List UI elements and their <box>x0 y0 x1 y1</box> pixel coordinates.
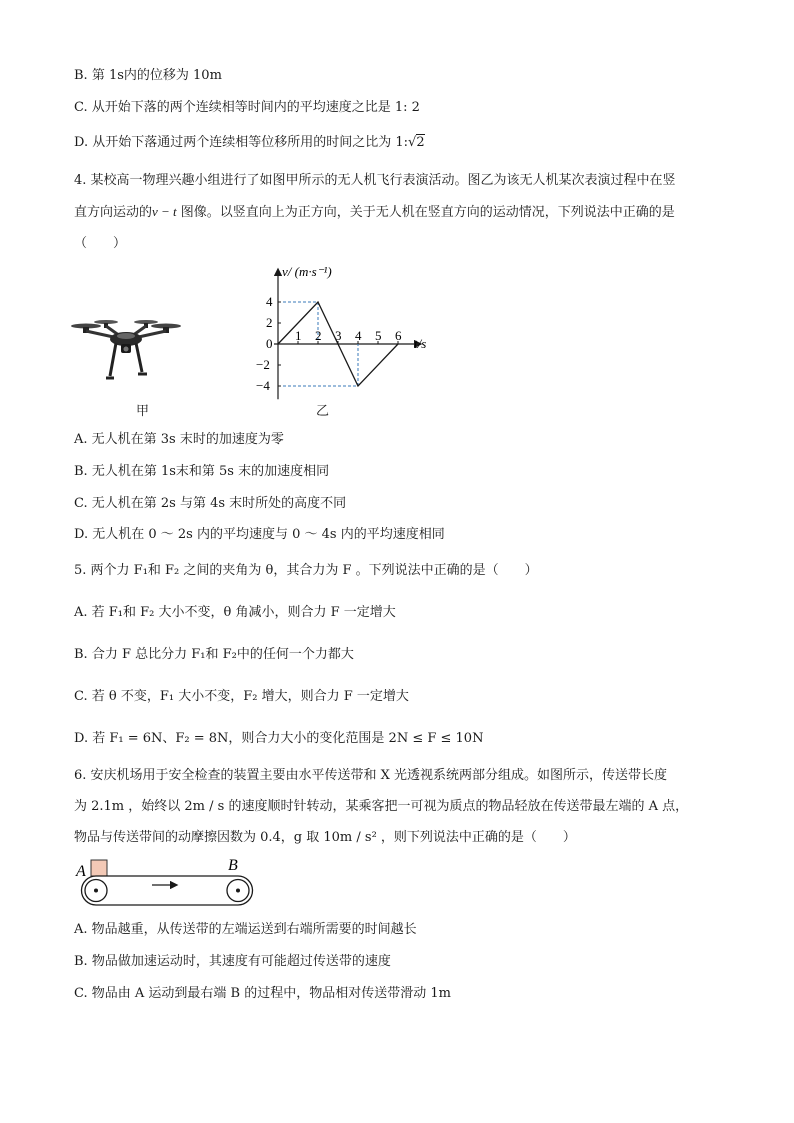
q6-stem-line2: 为 2.1m ，始终以 2m / s 的速度顺时针转动，某乘客把一可视为质点的物品轻放在传送带最左端的 A 点， <box>74 799 689 814</box>
conveyor-belt-figure <box>72 854 262 910</box>
q6-stem-line3: 物品与传送带间的动摩擦因数为 0.4，g 取 10m / s² ，则下列说法中正确的是（ ） <box>74 830 576 845</box>
q5-option-a: A. 若 F₁和 F₂ 大小不变，θ 角减小，则合力 F 一定增大 <box>74 605 396 620</box>
sqrt-symbol: √ <box>408 135 417 150</box>
q3-option-d-text: D. 从开始下落通过两个连续相等位移所用的时间之比为 1: <box>74 135 409 150</box>
y-axis-label: v/ (m·s⁻¹) <box>282 264 332 279</box>
y-tick-label: −2 <box>256 357 270 372</box>
vt-graph <box>250 262 450 402</box>
y-tick-label: −4 <box>256 378 270 393</box>
q4-stem-line2-a: 直方向运动的 <box>74 205 153 220</box>
q5-option-d: D. 若 F₁ = 6N、F₂ = 8N，则合力大小的变化范围是 2N ≤ F ≤ 10N <box>74 731 484 746</box>
q4-option-b: B. 无人机在第 1s末和第 5s 末的加速度相同 <box>74 464 330 479</box>
x-axis-label: t/s <box>414 336 427 351</box>
q5-stem: 5. 两个力 F₁和 F₂ 之间的夹角为 θ，其合力为 F 。下列说法中正确的是（ ） <box>74 563 538 578</box>
point-a-label: A <box>76 863 86 880</box>
y-tick-label: 0 <box>266 336 273 351</box>
q3-option-c: C. 从开始下落的两个连续相等时间内的平均速度之比是 1: 2 <box>74 100 420 115</box>
q4-option-d: D. 无人机在 0 ～ 2s 内的平均速度与 0 ～ 4s 内的平均速度相同 <box>74 527 445 542</box>
package-box <box>91 860 107 876</box>
drone-figure <box>68 316 184 386</box>
q6-stem-line1: 6. 安庆机场用于安全检查的装置主要由水平传送带和 X 光透视系统两部分组成。如图所示，传送带长度 <box>74 768 668 783</box>
x-tick-label-3: 3 <box>335 328 342 343</box>
figure-label-jia: 甲 <box>136 404 150 419</box>
x-tick-label-6: 6 <box>395 328 402 343</box>
y-tick-label: 2 <box>266 315 273 330</box>
x-tick-label-4: 4 <box>355 328 362 343</box>
sqrt-radicand: 2 <box>416 135 425 150</box>
q6-option-a: A. 物品越重，从传送带的左端运送到右端所需要的时间越长 <box>74 922 417 937</box>
q4-stem-line2-b: 图像。以竖直向上为正方向，关于无人机在竖直方向的运动情况，下列说法中正确的是 <box>176 205 675 220</box>
figure-label-yi: 乙 <box>316 404 330 419</box>
y-tick-label: 4 <box>266 294 273 309</box>
q6-option-c: C. 物品由 A 运动到最右端 B 的过程中，物品相对传送带滑动 1m <box>74 986 451 1001</box>
q4-vt-symbol: v − t <box>152 204 177 219</box>
q5-option-c: C. 若 θ 不变，F₁ 大小不变，F₂ 增大，则合力 F 一定增大 <box>74 689 409 704</box>
q4-option-c: C. 无人机在第 2s 与第 4s 末时所处的高度不同 <box>74 496 347 511</box>
x-tick-label-1: 1 <box>295 328 302 343</box>
q4-option-a: A. 无人机在第 3s 末时的加速度为零 <box>74 432 284 447</box>
point-b-label: B <box>228 857 238 874</box>
q3-option-b: B. 第 1s内的位移为 10m <box>74 68 222 83</box>
q4-stem-line1: 4. 某校高一物理兴趣小组进行了如图甲所示的无人机飞行表演活动。图乙为该无人机某次表演过程中在竖 <box>74 173 676 188</box>
q3-option-d <box>74 133 425 153</box>
q6-option-b: B. 物品做加速运动时，其速度有可能超过传送带的速度 <box>74 954 391 969</box>
x-tick-label-5: 5 <box>375 328 382 343</box>
x-tick-label-2: 2 <box>315 328 322 343</box>
q4-stem-line2 <box>74 202 675 223</box>
q4-answer-bracket: （ ） <box>74 236 127 251</box>
q5-option-b: B. 合力 F 总比分力 F₁和 F₂中的任何一个力都大 <box>74 647 354 662</box>
